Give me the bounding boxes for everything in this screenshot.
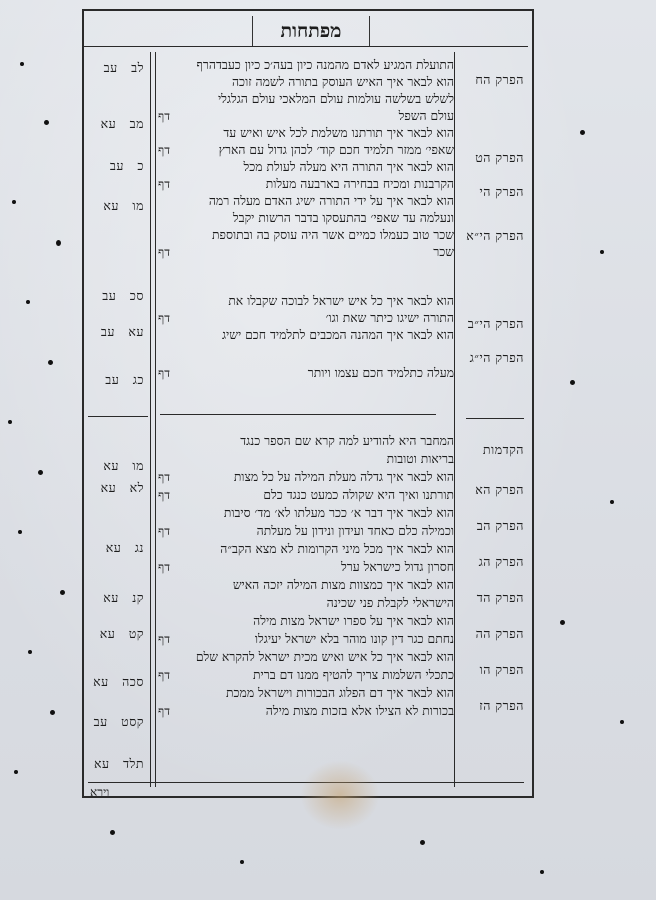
chapter-label: הפרק הי (479, 184, 524, 199)
section1-labels (458, 60, 524, 400)
page-ref: נג עא (105, 540, 144, 555)
daf-marker: דף (158, 668, 170, 682)
daf-marker: דף (158, 704, 170, 718)
entry-line: כתכלי השלמות צריך להטיף ממנו דם ברית דף (158, 668, 454, 682)
entry-line: תורתנו ואיך היא שקולה כמעט כנגד כלם דף (158, 488, 454, 502)
page-ref: עא עב (100, 324, 144, 339)
entry-line: שכר טוב כעמלו כמיים אשר היה עוסק בה ובתוספת (212, 228, 454, 242)
chapter-label: הקדמות (482, 442, 524, 457)
entry-line: בריאות וטובות (386, 452, 454, 466)
entry-line: הוא לבאר איך כל איש ואיש מכית ישראל להקרא שלם (195, 650, 454, 664)
page-column-divider-inner (155, 52, 156, 787)
page-ref: לב עב (103, 60, 144, 75)
entry-line: לשלש בשלשה עולמות עולם המלאכי עולם הגלגלי (217, 92, 454, 106)
daf-marker: דף (158, 560, 170, 574)
page-ref: מו עא (103, 198, 144, 213)
entry-line: עולם השפל דף (158, 109, 454, 123)
entry-line: בכורות לא הצילו אלא בזכות מצות מילה דף (158, 704, 454, 718)
page-title: מפתחות (252, 16, 370, 46)
daf-marker: דף (158, 488, 170, 502)
section-rule-left (88, 416, 148, 417)
daf-marker: דף (158, 177, 170, 191)
page-ref: תלד עא (94, 756, 144, 771)
chapter-label: הפרק הה (475, 626, 524, 641)
entry-line: הוא לבאר איך גדלה מעלת המילה על כל מצות דף (158, 470, 454, 484)
entry-line: הוא לבאר איך כל איש ישראל לבוכה שקבלו את (228, 294, 454, 308)
page-ref: סכ עב (102, 288, 144, 303)
chapter-label: הפרק הז (479, 698, 524, 713)
chapter-label: הפרק הו (479, 662, 524, 677)
catchword: וירא (90, 785, 110, 799)
entry-line: שאפי׳ ממזר תלמיד חכם קוד׳ לכהן גדול עם הארץ דף (158, 143, 454, 157)
entry-line: מעלה כתלמיד חכם עצמו ויותר דף (158, 366, 454, 380)
entry-line: המחבר היא להודיע למה קרא שם הספר כנגד (240, 434, 454, 448)
water-stain (300, 760, 380, 830)
chapter-label: הפרק הח (475, 72, 524, 87)
daf-marker: דף (158, 143, 170, 157)
entry-line: נחתם כגר דין קונו מוהר בלא ישראל יעיגלו דף (158, 632, 454, 646)
section1-page-refs (88, 60, 148, 400)
page-ref: כ עב (109, 158, 144, 173)
title-rule (84, 46, 528, 47)
daf-marker: דף (158, 109, 170, 123)
entry-line: הוא לבאר איך כמצוות מצות המילה יזכה האיש (232, 578, 454, 592)
section1-text (158, 58, 454, 398)
entry-line: וכמילה כלם כאחד ועידון ונידון על מעלתה דף (158, 524, 454, 538)
entry-line: הוא לבאר איך מכל מיני הקרומות לא מצא הקב״ה (220, 542, 454, 556)
daf-marker: דף (158, 366, 170, 380)
entry-line: הישראלי לקבלת פני שכינה (326, 596, 454, 610)
section2-labels (458, 430, 524, 770)
chapter-label: הפרק הב (476, 518, 524, 533)
entry-line: התועלת המגיע לאדם מהמנה כיון בעה׳כ כיון כעבדהרף (196, 58, 454, 72)
page-ref: מו עא (103, 458, 144, 473)
page-ref: קט עא (99, 626, 144, 641)
daf-marker: דף (158, 524, 170, 538)
entry-line: הוא לבאר איך האיש העוסק בתורה לשמה זוכה (231, 75, 454, 89)
section2-page-refs (88, 430, 148, 770)
entry-line: הוא לבאר איך על ספרו ישראל מצות מילה (253, 614, 454, 628)
entry-line: הקרבנות ומכיח בבחירה בארבעה מעלות דף (158, 177, 454, 191)
entry-line: שכר דף (158, 245, 454, 259)
page-ref: קנ עא (103, 590, 144, 605)
page-ref: מב עא (100, 116, 144, 131)
chapter-label: הפרק הי״ב (467, 316, 524, 331)
daf-marker: דף (158, 470, 170, 484)
section-rule-right (466, 418, 524, 419)
chapter-label: הפרק הט (475, 150, 524, 165)
chapter-label: הפרק הא (475, 482, 524, 497)
page-ref: קסט עב (93, 714, 144, 729)
daf-marker: דף (158, 632, 170, 646)
chapter-label: הפרק הג (478, 554, 524, 569)
page-ref: סכה עא (93, 674, 144, 689)
page-ref: לא עא (100, 480, 144, 495)
daf-marker: דף (158, 311, 170, 325)
entry-line: הוא לבאר איך דם הפלוג הבכורות וישראל ממכת (226, 686, 454, 700)
entry-line: הוא לבאר איך המהנה המכבים לתלמיד חכם ישיג (221, 328, 454, 342)
section2-text (158, 434, 454, 780)
section-rule-middle (160, 414, 436, 415)
chapter-label: הפרק הי״ג (469, 350, 524, 365)
page-ref: כג עב (105, 372, 144, 387)
entry-line: חסרון גדול כישראל ערל דף (158, 560, 454, 574)
chapter-label: הפרק הד (476, 590, 524, 605)
entry-line: הוא לבאר איך התורה היא מעלה לעולת מכל (243, 160, 454, 174)
label-column-divider (454, 52, 455, 787)
entry-line: התורה ישיגו כיתר שאת וגו׳ דף (158, 311, 454, 325)
chapter-label: הפרק הי״א (466, 228, 524, 243)
entry-line: הוא לבאר איך תורתנו משלמת לכל איש ואיש עד (223, 126, 454, 140)
daf-marker: דף (158, 245, 170, 259)
entry-line: הוא לבאר איך דבר א׳ ככר מעלתו לא׳ מד׳ סיבות (223, 506, 454, 520)
page-column-divider (150, 52, 151, 787)
entry-line: הוא לבאר איך על ידי התורה ישיג האדם מעלה רמה (208, 194, 454, 208)
entry-line: ונעלמה עד שאפי׳ בהתעסקו בדבר הרשות יקבל (232, 211, 454, 225)
